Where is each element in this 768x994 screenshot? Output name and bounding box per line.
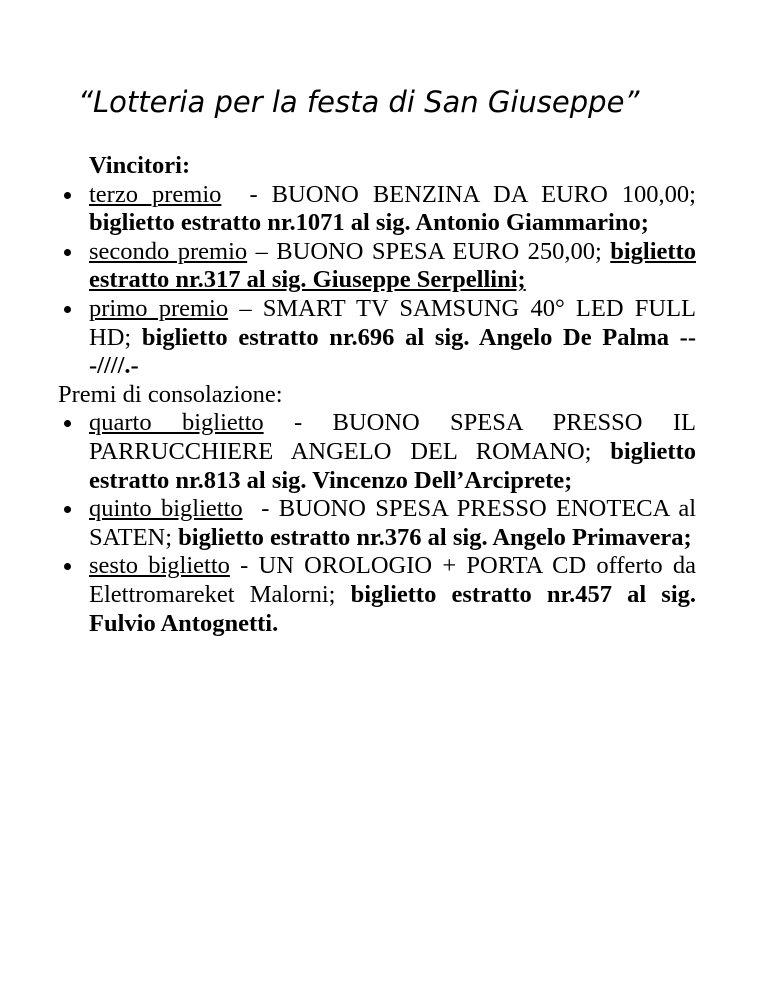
prize-description: - BUONO SPESA PRESSO ENOTECA al SATEN; — [89, 495, 703, 551]
ticket-info: biglietto estratto nr.317 al sig. Giuseppe Serpellini; — [89, 237, 696, 294]
document-title: “Lotteria per la festa di San Giuseppe” — [78, 85, 640, 119]
list-item-quarto-biglietto — [58, 409, 696, 495]
ticket-info: biglietto estratto nr.1071 al sig. Antonio Giammarino; — [89, 209, 649, 237]
ticket-info: biglietto estratto nr.376 al sig. Angelo Primavera; — [178, 523, 692, 551]
prize-description: – SMART TV SAMSUNG 40° LED FULL HD; — [89, 294, 697, 351]
list-item-quinto-biglietto — [58, 495, 703, 552]
document-body — [58, 152, 703, 638]
ticket-info: biglietto estratto nr.457 al sig. Fulvio Antognetti. — [89, 580, 696, 637]
prize-description: - UN OROLOGIO + PORTA CD offerto da Elettromareket Malorni; — [89, 552, 696, 608]
prize-description: – BUONO SPESA EURO 250,00; — [247, 237, 611, 265]
prize-label: secondo premio — [89, 237, 248, 265]
prize-label: quinto biglietto — [89, 495, 243, 523]
prize-label: sesto biglietto — [89, 552, 230, 580]
list-item-primo-premio — [58, 295, 696, 381]
bullet-icon — [64, 306, 71, 313]
prize-description: - BUONO SPESA PRESSO IL PARRUCCHIERE ANGELO DEL ROMANO; — [89, 409, 696, 465]
list-item-terzo-premio — [58, 180, 703, 238]
bullet-icon — [64, 563, 71, 570]
winners-heading: Vincitori: — [89, 152, 191, 179]
bullet-icon — [64, 420, 71, 427]
prize-label: terzo premio — [89, 180, 222, 208]
list-item-secondo-premio — [58, 238, 696, 295]
bullet-icon — [64, 192, 71, 199]
ticket-info: biglietto estratto nr.813 al sig. Vincenzo Dell’Arciprete; — [89, 437, 696, 494]
bullet-icon — [64, 506, 71, 513]
bullet-icon — [64, 249, 71, 256]
prize-label: quarto biglietto — [89, 409, 264, 437]
list-item-sesto-biglietto — [58, 552, 696, 638]
prize-description: - BUONO BENZINA DA EURO 100,00; — [221, 180, 703, 208]
consolation-heading: Premi di consolazione: — [58, 380, 283, 408]
ticket-info: biglietto estratto nr.696 al sig. Angelo De Palma ---////.- — [89, 323, 696, 380]
prize-label: primo premio — [89, 294, 229, 322]
